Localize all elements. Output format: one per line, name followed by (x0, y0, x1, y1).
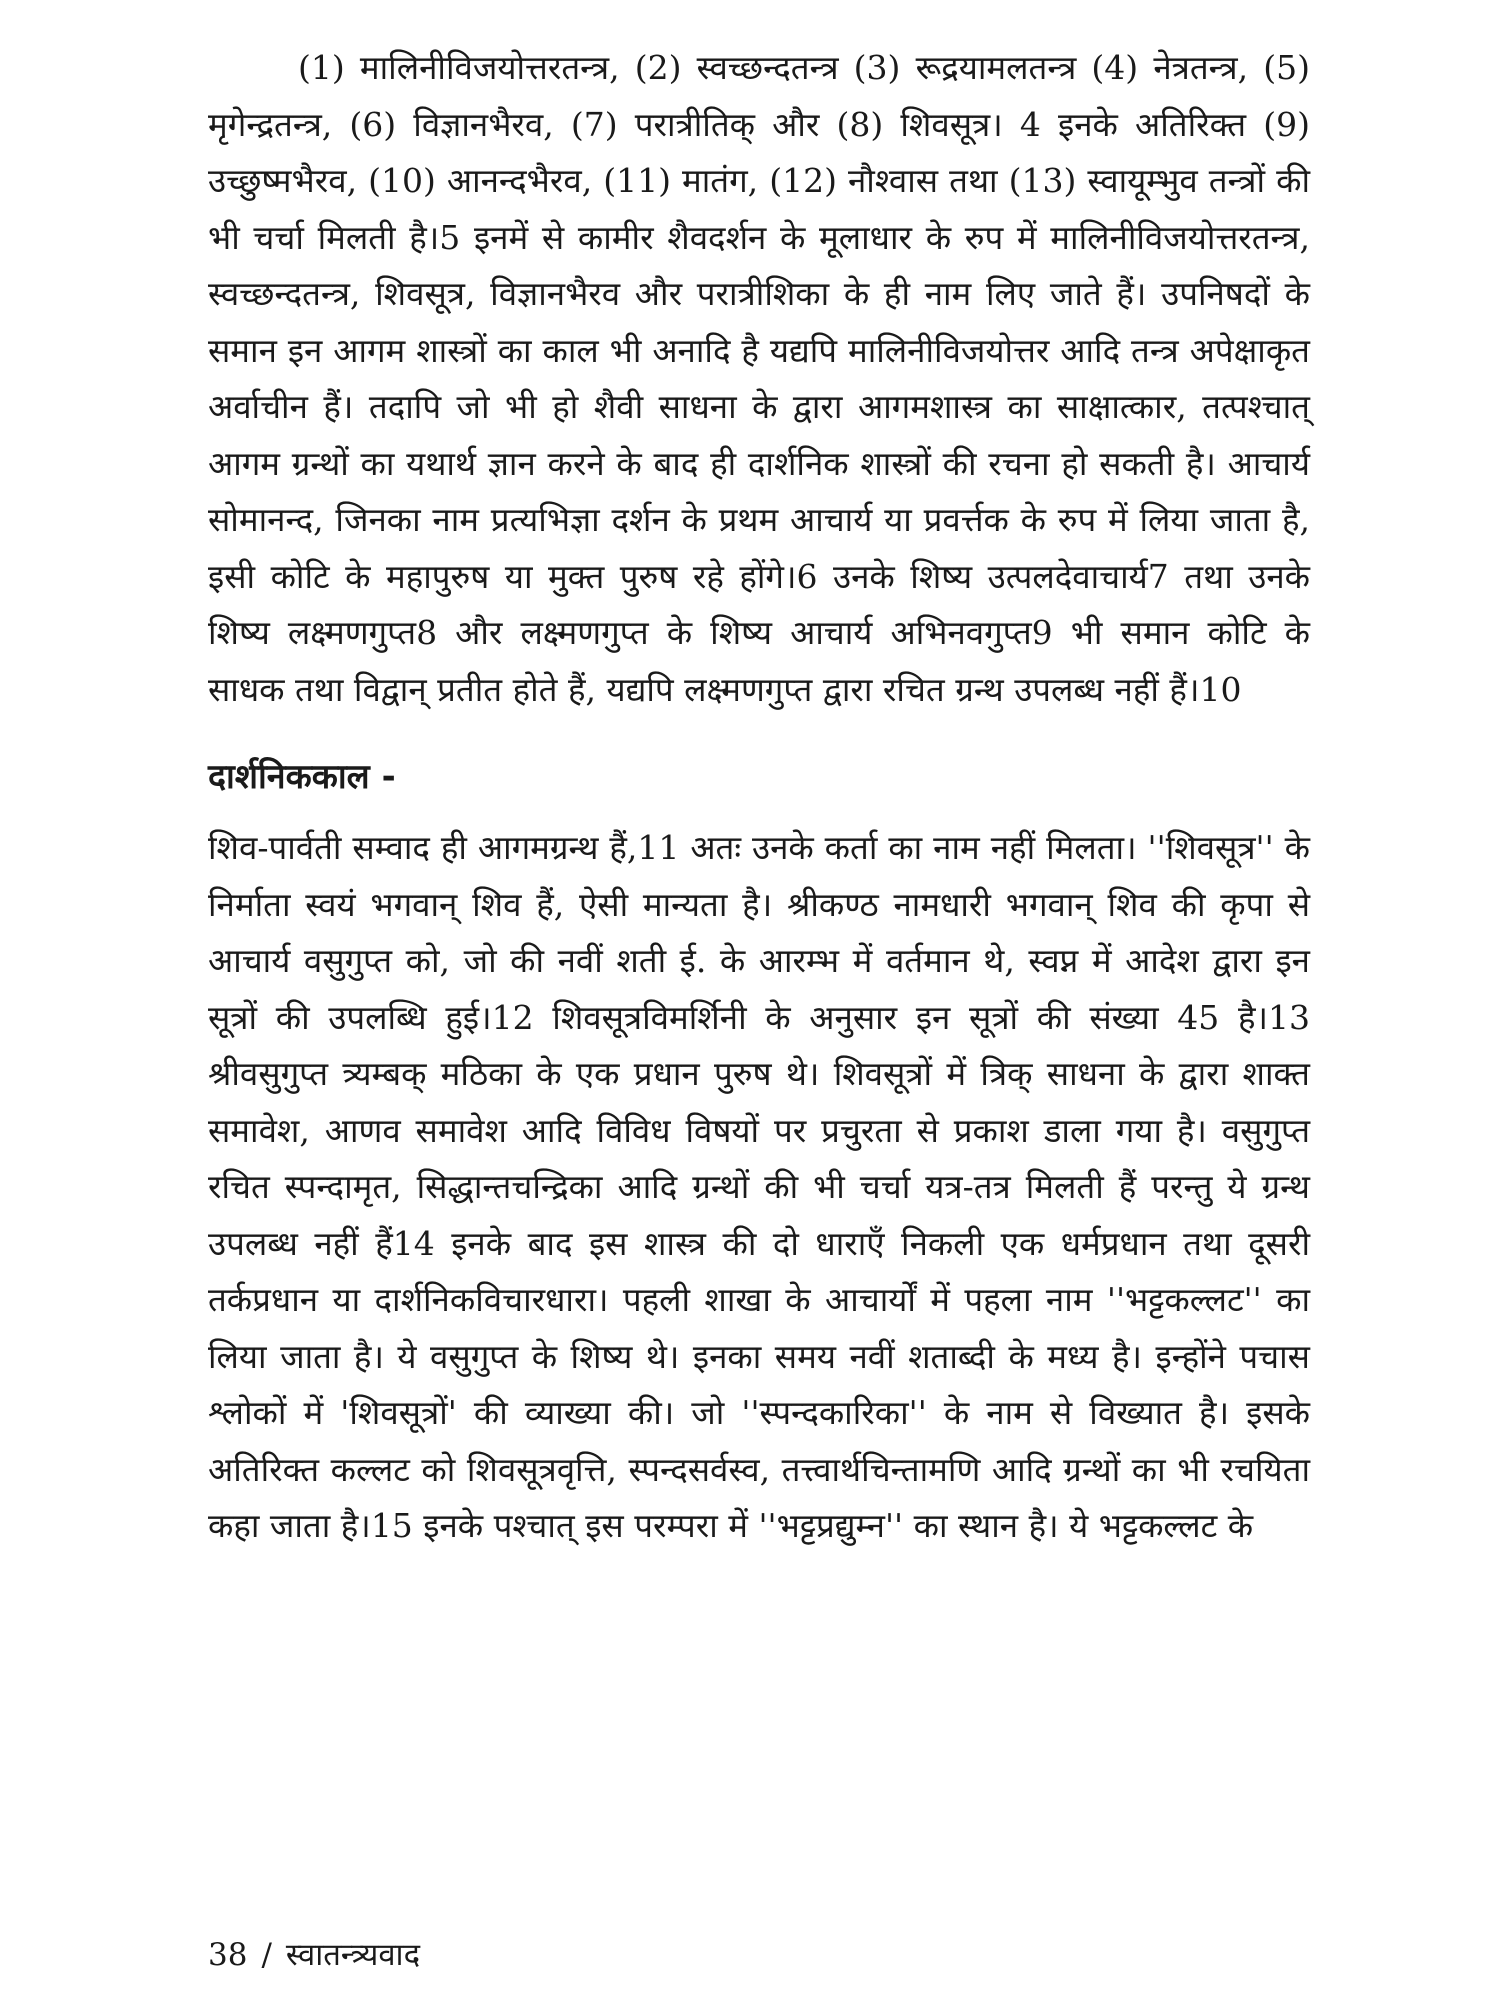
section-heading: दार्शनिककाल - (208, 757, 396, 797)
page-footer (208, 1935, 420, 1975)
footer-separator: / (261, 1937, 272, 1973)
book-title: स्वातन्त्र्यवाद (285, 1937, 421, 1973)
page-number: 38 (208, 1937, 248, 1973)
paragraph-philosophical-period: शिव-पार्वती सम्वाद ही आगमग्रन्थ हैं,11 अतः उनके कर्ता का नाम नहीं मिलता। ''शिवसूत्र'' के निर्माता स्वयं भगवान् शिव हैं, ऐसी मान्यता है। श्रीकण्ठ नामधारी भगवान् शिव की कृपा से आचार्य वसुगुप्त को, जो की नवीं शती ई. के आरम्भ में वर्तमान थे, स्वप्न में आदेश द्वारा इन सूत्रों की उपलब्धि हुई।12 शिवसूत्रविमर्शिनी के अनुसार इन सूत्रों की संख्या 45 है।13 श्रीवसुगुप्त त्र्यम्बक् मठिका के एक प्रधान पुरुष थे। शिवसूत्रों में त्रिक् साधना के द्वारा शाक्त समावेश, आणव समावेश आदि विविध विषयों पर प्रचुरता से प्रकाश डाला गया है। वसुगुप्त रचित स्पन्दामृत, सिद्धान्तचन्द्रिका आदि ग्रन्थों की भी चर्चा यत्र-तत्र मिलती हैं परन्तु ये ग्रन्थ उपलब्ध नहीं हैं14 इनके बाद इस शास्त्र की दो धाराएँ निकली एक धर्मप्रधान तथा दूसरी तर्कप्रधान या दार्शनिकविचारधारा। पहली शाखा के आचार्यों में पहला नाम ''भट्टकल्लट'' का लिया जाता है। ये वसुगुप्त के शिष्य थे। इनका समय नवीं शताब्दी के मध्य है। इन्होंने पचास श्लोकों में 'शिवसूत्रों' की व्याख्या की। जो ''स्पन्दकारिका'' के नाम से विख्यात है। इसके अतिरिक्त कल्लट को शिवसूत्रवृत्ति, स्पन्दसर्वस्व, तत्त्वार्थचिन्तामणि आदि ग्रन्थों का भी रचयिता कहा जाता है।15 इनके पश्चात् इस परम्परा में ''भट्टप्रद्युम्न'' का स्थान है। ये भट्टकल्लट के (208, 828, 1310, 1545)
paragraph-agama-texts: (1) मालिनीविजयोत्तरतन्त्र, (2) स्वच्छन्दतन्त्र (3) रूद्रयामलतन्त्र (4) नेत्रतन्त्र, (5) मृगेन्द्रतन्त्र, (6) विज्ञानभैरव, (7) परात्रीतिक् और (8) शिवसूत्र। 4 इनके अतिरिक्त (9) उच्छुष्मभैरव, (10) आनन्दभैरव, (11) मातंग, (12) नौश्वास तथा (13) स्वायूम्भुव तन्त्रों की भी चर्चा मिलती है।5 इनमें से कामीर शैवदर्शन के मूलाधार के रुप में मालिनीविजयोत्तरतन्त्र, स्वच्छन्दतन्त्र, शिवसूत्र, विज्ञानभैरव और परात्रीशिका के ही नाम लिए जाते हैं। उपनिषदों के समान इन आगम शास्त्रों का काल भी अनादि है यद्यपि मालिनीविजयोत्तर आदि तन्त्र अपेक्षाकृत अर्वाचीन हैं। तदापि जो भी हो शैवी साधना के द्वारा आगमशास्त्र का साक्षात्कार, तत्पश्चात् आगम ग्रन्थों का यथार्थ ज्ञान करने के बाद ही दार्शनिक शास्त्रों की रचना हो सकती है। आचार्य सोमानन्द, जिनका नाम प्रत्यभिज्ञा दर्शन के प्रथम आचार्य या प्रवर्त्तक के रुप में लिया जाता है, इसी कोटि के महापुरुष या मुक्त पुरुष रहे होंगे।6 उनके शिष्य उत्पलदेवाचार्य7 तथा उनके शिष्य लक्ष्मणगुप्त8 और लक्ष्मणगुप्त के शिष्य आचार्य अभिनवगुप्त9 भी समान कोटि के साधक तथा विद्वान् प्रतीत होते हैं, यद्यपि लक्ष्मणगुप्त द्वारा रचित ग्रन्थ उपलब्ध नहीं हैं।10 (208, 48, 1310, 709)
page-body (208, 40, 1310, 1555)
